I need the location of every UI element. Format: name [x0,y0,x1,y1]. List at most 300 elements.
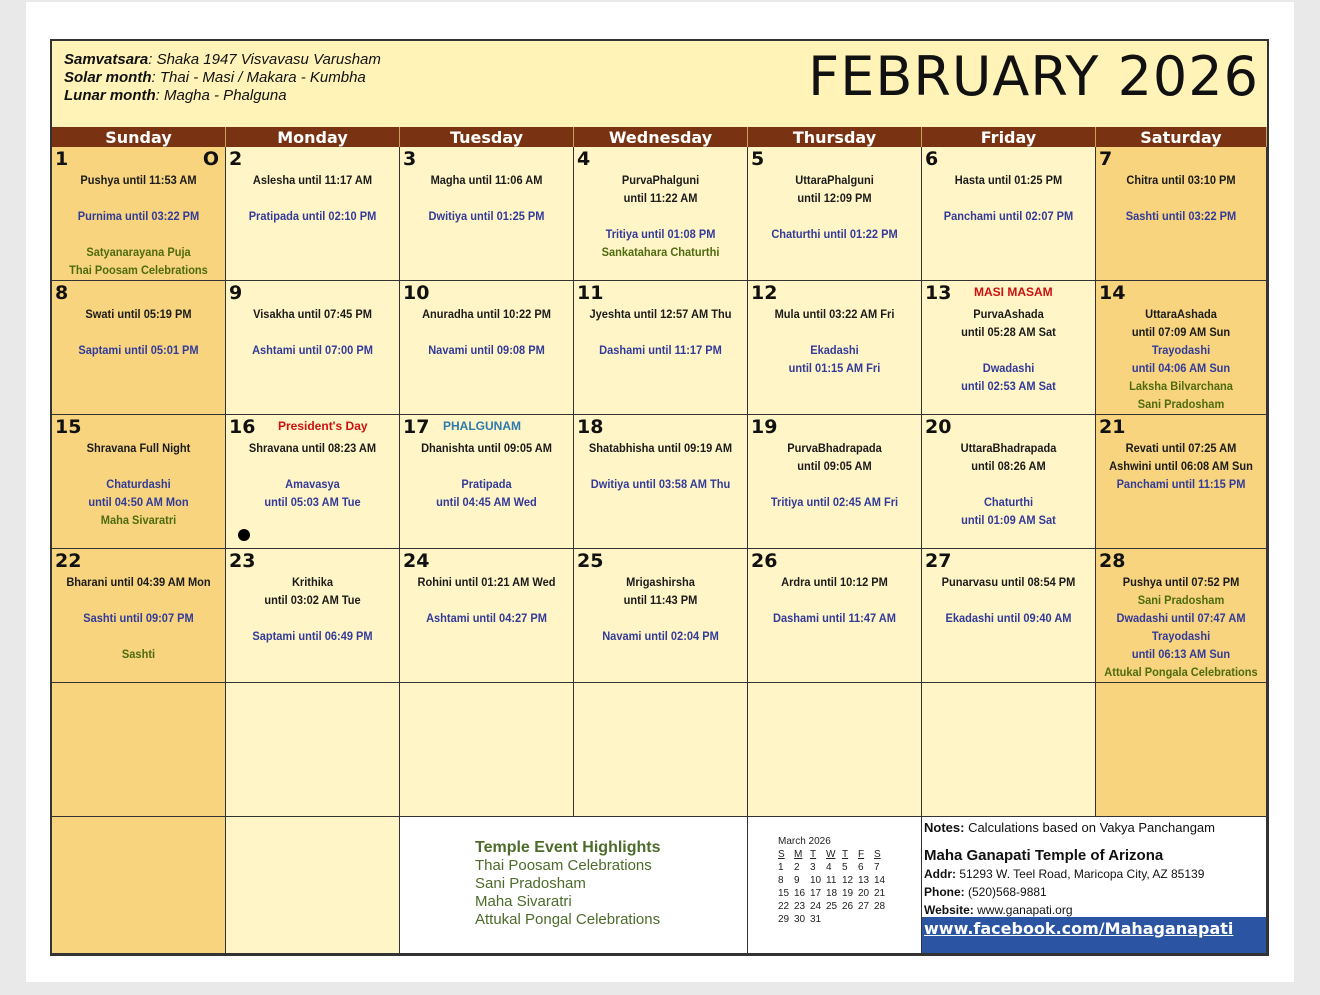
spacer [233,609,392,627]
mini-weekday: S [874,849,881,860]
event-text: Laksha Bilvarchana [1129,379,1233,393]
event-text: Sashti [121,647,156,661]
day-cell[interactable] [52,415,226,549]
day-cell[interactable] [748,281,922,415]
day-cell[interactable] [922,281,1096,415]
nakshatra-text: Mrigashirsha [626,575,695,589]
notes-line-value: Calculations based on Vakya Panchangam [964,820,1215,835]
day-details [581,573,740,645]
nakshatra-text: until 11:43 PM [623,593,698,607]
spacer [233,189,392,207]
nakshatra-text: Ardra until 10:12 PM [781,575,888,589]
tithi-text: Navami until 09:08 PM [428,343,545,357]
tithi-text: Sashti until 03:22 PM [1125,209,1237,223]
mini-day[interactable]: 28 [874,901,886,912]
nakshatra-text: UttaraBhadrapada [960,441,1057,455]
day-details [407,305,566,359]
day-cell[interactable] [574,549,748,683]
day-number: 15 [55,416,82,438]
lunar-value: : Magha - Phalguna [155,87,287,104]
website-line [924,903,1073,917]
nakshatra-text: Chitra until 03:10 PM [1126,173,1236,187]
nakshatra-text: Bharani until 04:39 AM Mon [66,575,211,589]
nakshatra-text: Visakha until 07:45 PM [253,307,372,321]
spacer [929,475,1088,493]
empty-day-cell [574,683,748,817]
nakshatra-text: Dhanishta until 09:05 AM [421,441,552,455]
spacer [1103,189,1259,207]
contact-info [922,817,1266,953]
nakshatra-text: Hasta until 01:25 PM [954,173,1063,187]
spacer [755,207,914,225]
day-number: 18 [577,416,604,438]
facebook-bar [922,917,1266,953]
day-cell[interactable] [1096,281,1267,415]
mini-calendar-week [778,874,890,887]
mini-day[interactable]: 2 [794,862,800,873]
mini-calendar [778,835,890,926]
spacer [407,591,566,609]
mini-day[interactable]: 14 [874,875,886,886]
event-item: Thai Poosam Celebrations [475,857,652,874]
spacer [233,323,392,341]
event-text: Sankatahara Chaturthi [601,245,720,259]
day-cell[interactable] [226,281,400,415]
solar-line [64,69,381,87]
mini-day[interactable] [842,913,858,926]
spacer [581,323,740,341]
day-number: 25 [577,550,604,572]
mini-calendar-week [778,861,890,874]
nakshatra-text: Magha until 11:06 AM [430,173,543,187]
spacer [59,627,218,645]
mini-weekday: W [826,849,836,860]
day-cell[interactable] [1096,147,1267,281]
mini-day[interactable]: 29 [778,914,790,925]
nakshatra-text: Shatabhisha until 09:19 AM [588,441,733,455]
temple-name [924,847,1163,864]
day-details [929,171,1088,225]
event-text: Attukal Pongala Celebrations [1104,665,1258,679]
mini-day[interactable]: 27 [858,901,870,912]
mini-day[interactable]: 10 [810,875,822,886]
day-details [755,305,914,377]
mini-calendar-week [778,900,890,913]
nakshatra-text: PurvaBhadrapada [787,441,882,455]
day-number: 10 [403,282,430,304]
nakshatra-text: Shravana until 08:23 AM [248,441,377,455]
temple-name-label: Maha Ganapati Temple of Arizona [924,847,1164,864]
nakshatra-text: Pushya until 11:53 AM [80,173,197,187]
solar-label: Solar month [64,69,152,86]
day-details [755,171,914,243]
day-number: 27 [925,550,952,572]
nakshatra-text: Mula until 03:22 AM Fri [774,307,895,321]
day-details [233,171,392,225]
nakshatra-text: until 05:28 AM Sat [961,325,1056,339]
nakshatra-text: Punarvasu until 08:54 PM [941,575,1076,589]
weekday-monday: Monday [226,127,400,147]
empty-day-cell [922,683,1096,817]
day-details [59,573,218,663]
weekday-tuesday: Tuesday [400,127,574,147]
mini-weekday: T [842,849,849,860]
spacer [755,591,914,609]
spacer [407,457,566,475]
tithi-text: Dwitiya until 01:25 PM [428,209,545,223]
notes-line-label: Notes: [924,820,965,835]
day-cell[interactable] [226,147,400,281]
tithi-text: until 04:06 AM Sun [1131,361,1231,375]
contact-box [922,817,1267,954]
mini-day[interactable]: 26 [842,901,854,912]
address-line [924,867,1204,881]
nakshatra-text: Anuradha until 10:22 PM [422,307,551,321]
event-item: Attukal Pongal Celebrations [475,911,661,928]
day-details [407,171,566,225]
spacer [59,189,218,207]
spacer [59,591,218,609]
mini-day[interactable]: 3 [810,862,816,873]
mini-day[interactable]: 31 [810,914,822,925]
calendar [50,39,1269,956]
spacer [59,225,218,243]
tithi-text: Saptami until 06:49 PM [252,629,373,643]
day-number: 12 [751,282,778,304]
spacer [407,189,566,207]
day-cell[interactable] [748,147,922,281]
day-cell[interactable] [1096,415,1267,549]
events-box [400,817,748,954]
day-cell[interactable] [52,147,226,281]
day-number: 3 [403,148,417,170]
tithi-text: Tritiya until 02:45 AM Fri [770,495,899,509]
day-number: 1 [55,148,69,170]
tithi-text: Panchami until 11:15 PM [1116,477,1246,491]
day-cell[interactable] [574,415,748,549]
day-number: 23 [229,550,256,572]
tithi-text: Pratipada until 02:10 PM [248,209,377,223]
tithi-text: Dwadashi [982,361,1035,375]
mini-day[interactable]: 21 [874,888,886,899]
day-number: 21 [1099,416,1126,438]
tithi-text: until 02:53 AM Sat [961,379,1056,393]
day-details [233,439,392,511]
mini-day[interactable]: 24 [810,901,822,912]
day-number: 9 [229,282,243,304]
nakshatra-text: until 03:02 AM Tue [264,593,361,607]
weekday-wednesday: Wednesday [574,127,748,147]
tithi-text: Purnima until 03:22 PM [77,209,200,223]
mini-weekday: F [858,849,865,860]
day-number: 4 [577,148,591,170]
mini-day[interactable]: 9 [794,875,800,886]
day-cell[interactable] [52,281,226,415]
tithi-text: Chaturthi until 01:22 PM [771,227,898,241]
tithi-text: until 06:13 AM Sun [1131,647,1231,661]
day-details [755,439,914,511]
nakshatra-text: Shravana Full Night [86,441,191,455]
panchang-info [64,51,381,105]
day-cell[interactable] [574,147,748,281]
mini-day[interactable]: 15 [778,888,790,899]
day-details [59,305,218,359]
mini-day[interactable]: 7 [874,862,880,873]
tithi-text: until 04:50 AM Mon [88,495,189,509]
tithi-text: Tritiya until 01:08 PM [605,227,716,241]
empty-day-cell [52,683,226,817]
mini-weekday: S [778,849,785,860]
day-cell[interactable] [574,281,748,415]
tithi-text: Amavasya [285,477,340,491]
spacer [755,475,914,493]
day-details [1103,305,1259,413]
mini-day[interactable]: 13 [858,875,870,886]
weekday-thursday: Thursday [748,127,922,147]
tithi-text: until 04:45 AM Wed [436,495,537,509]
weekday-header-row [52,127,1267,147]
day-details [233,305,392,359]
nakshatra-text: until 11:22 AM [623,191,698,205]
mini-day[interactable]: 18 [826,888,838,899]
spacer [929,591,1088,609]
tithi-text: Ekadashi until 09:40 AM [945,611,1072,625]
event-text: Thai Poosam Celebrations [69,263,208,277]
tithi-text: Trayodashi [1151,343,1211,357]
day-cell[interactable] [226,549,400,683]
day-number: 16 [229,416,256,438]
website-line-label: Website: [924,903,974,917]
mini-day[interactable]: 1 [778,862,784,873]
tithi-text: Dwitiya until 03:58 AM Thu [590,477,731,491]
day-cell[interactable] [226,415,400,549]
day-number: 24 [403,550,430,572]
mini-day[interactable]: 8 [778,875,784,886]
day-details [407,573,566,627]
mini-day[interactable]: 22 [778,901,790,912]
nakshatra-text: Jyeshta until 12:57 AM Thu [589,307,732,321]
mini-calendar-week [778,913,890,926]
day-number: 13 [925,282,952,304]
solar-value: : Thai - Masi / Makara - Kumbha [151,69,366,86]
day-observance-note: President's Day [278,419,368,433]
mini-day[interactable]: 17 [810,888,822,899]
mini-day[interactable] [858,913,874,926]
mini-day[interactable]: 16 [794,888,806,899]
empty-day-cell [226,683,400,817]
samvatsara-line [64,51,381,69]
address-line-value: 51293 W. Teel Road, Maricopa City, AZ 85139 [956,867,1205,881]
day-details [929,305,1088,395]
tithi-text: Ashtami until 04:27 PM [426,611,547,625]
mini-weekday: M [794,849,803,860]
day-cell[interactable] [1096,549,1267,683]
lunar-line [64,87,381,105]
mini-day[interactable]: 4 [826,862,832,873]
month-title: FEBRUARY 2026 [808,45,1259,108]
empty-day-cell [1096,683,1267,817]
tithi-text: Dashami until 11:47 AM [773,611,896,625]
events-title: Temple Event Highlights [475,839,661,856]
tithi-text: Ashtami until 07:00 PM [252,343,373,357]
nakshatra-text: UttaraPhalguni [795,173,874,187]
tithi-text: until 05:03 AM Tue [264,495,361,509]
day-details [1103,439,1259,493]
samvatsara-value: : Shaka 1947 Visvavasu Varusham [148,51,381,68]
spacer [755,323,914,341]
day-details [59,171,218,279]
day-observance-note: MASI MASAM [974,285,1053,299]
day-cell[interactable] [400,549,574,683]
empty-day-cell [748,683,922,817]
spacer [407,323,566,341]
day-number: 2 [229,148,243,170]
event-text: Satyanarayana Puja [86,245,191,259]
nakshatra-text: Swati until 05:19 PM [85,307,192,321]
mini-day[interactable]: 12 [842,875,854,886]
day-details [581,171,740,261]
nakshatra-text: until 09:05 AM [797,459,872,473]
mini-day[interactable]: 30 [794,914,806,925]
nakshatra-text: Revati until 07:25 AM [1125,441,1237,455]
mini-day[interactable]: 6 [858,862,864,873]
new-moon-icon [238,529,250,541]
nakshatra-text: Krithika [291,575,334,589]
day-cell[interactable] [748,415,922,549]
day-number: 20 [925,416,952,438]
day-number: 6 [925,148,939,170]
nakshatra-text: until 08:26 AM [971,459,1046,473]
mini-weekday: T [810,849,817,860]
spacer [929,341,1088,359]
day-number: 11 [577,282,604,304]
day-cell[interactable] [400,415,574,549]
day-details [233,573,392,645]
event-item: Sani Pradosham [475,875,586,892]
day-cell[interactable] [922,415,1096,549]
day-details [1103,573,1259,681]
mini-day[interactable]: 25 [826,901,838,912]
mini-day[interactable]: 5 [842,862,848,873]
nakshatra-text: Pushya until 07:52 PM [1122,575,1240,589]
mini-day[interactable]: 23 [794,901,806,912]
notes-line [924,820,1215,835]
tithi-text: Pratipada [461,477,512,491]
empty-day-cell [52,817,226,954]
nakshatra-text: until 07:09 AM Sun [1131,325,1231,339]
address-line-label: Addr: [924,867,956,881]
mini-day[interactable]: 20 [858,888,870,899]
tithi-text: Chaturthi [983,495,1034,509]
spacer [59,323,218,341]
day-number: 5 [751,148,765,170]
day-number: 22 [55,550,82,572]
nakshatra-text: until 12:09 PM [797,191,872,205]
event-item: Maha Sivaratri [475,893,572,910]
day-details [929,439,1088,529]
event-text: Sani Pradosham [1137,397,1225,411]
mini-calendar-week [778,887,890,900]
day-cell[interactable] [922,549,1096,683]
nakshatra-text: Rohini until 01:21 AM Wed [417,575,556,589]
empty-day-cell [226,817,400,954]
tithi-text: Trayodashi [1151,629,1211,643]
nakshatra-text: PurvaPhalguni [621,173,700,187]
day-number: 26 [751,550,778,572]
day-details [929,573,1088,627]
full-moon-icon: O [202,148,219,170]
day-details [755,573,914,627]
day-cell[interactable] [922,147,1096,281]
spacer [929,189,1088,207]
day-details [1103,171,1259,225]
phone-line [924,885,1047,899]
nakshatra-text: UttaraAshada [1145,307,1217,321]
day-details [581,439,740,493]
day-number: 28 [1099,550,1126,572]
tithi-text: until 01:15 AM Fri [788,361,881,375]
tithi-text: Dashami until 11:17 PM [599,343,722,357]
mini-day[interactable]: 11 [826,875,837,886]
tithi-text: Saptami until 05:01 PM [78,343,199,357]
weekday-saturday: Saturday [1096,127,1267,147]
tithi-text: Chaturdashi [106,477,171,491]
website-line-value[interactable]: www.ganapati.org [973,903,1073,917]
lunar-label: Lunar month [64,87,156,104]
day-cell[interactable] [748,549,922,683]
nakshatra-text: Aslesha until 11:17 AM [252,173,373,187]
phone-line-label: Phone: [924,885,965,899]
tithi-text: Panchami until 02:07 PM [943,209,1074,223]
event-highlights [475,839,661,929]
tithi-text: Sashti until 09:07 PM [83,611,194,625]
mini-day[interactable] [874,913,890,926]
day-details [407,439,566,511]
mini-calendar-title: March 2026 [778,836,831,847]
spacer [581,207,740,225]
tithi-text: Navami until 02:04 PM [602,629,719,643]
day-number: 19 [751,416,778,438]
mini-day[interactable]: 19 [842,888,854,899]
tithi-text: until 01:09 AM Sat [961,513,1056,527]
day-number: 7 [1099,148,1113,170]
day-details [581,305,740,359]
weekday-friday: Friday [922,127,1096,147]
mini-calendar-box [748,817,922,954]
spacer [581,609,740,627]
tithi-text: Dwadashi until 07:47 AM [1116,611,1246,625]
day-cell[interactable] [52,549,226,683]
phone-line-value: (520)568-9881 [964,885,1047,899]
samvatsara-label: Samvatsara [64,51,149,68]
mini-day[interactable] [826,913,842,926]
nakshatra-text: PurvaAshada [973,307,1044,321]
spacer [59,457,218,475]
calendar-header [52,41,1267,128]
day-details [59,439,218,529]
day-observance-note: PHALGUNAM [443,419,521,433]
weekday-sunday: Sunday [52,127,226,147]
day-number: 17 [403,416,430,438]
event-text: Maha Sivaratri [100,513,177,527]
day-number: 8 [55,282,69,304]
day-cell[interactable] [400,281,574,415]
facebook-link[interactable]: www.facebook.com/Mahaganapati [924,919,1234,938]
nakshatra-text: Ashwini until 06:08 AM Sun [1109,459,1253,473]
spacer [233,457,392,475]
day-cell[interactable] [400,147,574,281]
mini-calendar-weekdays [778,848,890,861]
